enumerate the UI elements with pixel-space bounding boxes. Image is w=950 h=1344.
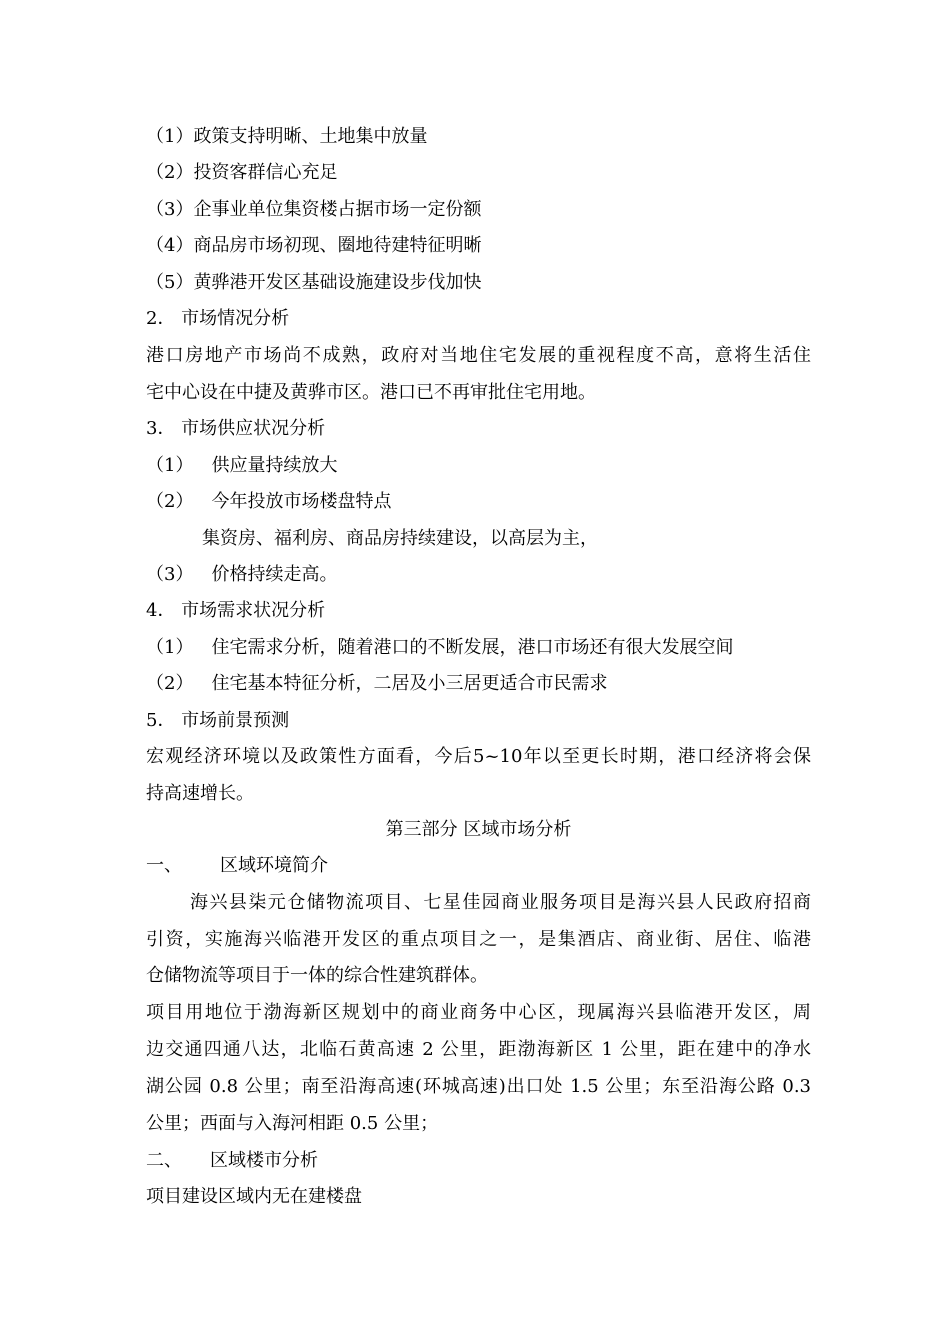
paragraph-line: 海兴县柒元仓储物流项目、七星佳园商业服务项目是海兴县人民政府招商 — [190, 892, 811, 913]
list-text: 价格持续走高。 — [211, 564, 338, 585]
list-item: （2）投资客群信心充足 — [146, 162, 338, 183]
list-item: （1）政策支持明晰、土地集中放量 — [146, 126, 428, 147]
paragraph-line: 项目建设区域内无在建楼盘 — [146, 1186, 362, 1207]
list-text: 今年投放市场楼盘特点 — [211, 491, 392, 512]
paragraph-line: 引资，实施海兴临港开发区的重点项目之一，是集酒店、商业街、居住、临港 — [146, 929, 811, 950]
list-item — [146, 672, 811, 696]
paragraph-line: 仓储物流等项目于一体的综合性建筑群体。 — [146, 965, 488, 986]
list-text: 住宅需求分析，随着港口的不断发展，港口市场还有很大发展空间 — [211, 637, 734, 658]
list-number: （1） — [146, 637, 194, 658]
list-item — [146, 490, 811, 514]
paragraph-line: 边交通四通八达，北临石黄高速 2 公里，距渤海新区 1 公里，距在建中的净水 — [146, 1039, 811, 1060]
subsection-heading — [146, 1149, 811, 1173]
paragraph-line: 港口房地产市场尚不成熟，政府对当地住宅发展的重视程度不高，意将生活住 — [146, 345, 811, 366]
list-number: （2） — [146, 491, 194, 512]
subsection-title: 区域楼市分析 — [210, 1150, 318, 1171]
list-item: （4）商品房市场初现、圈地待建特征明晰 — [146, 235, 482, 256]
subsection-heading — [146, 854, 811, 878]
paragraph-line: 湖公园 0.8 公里；南至沿海高速(环城高速)出口处 1.5 公里；东至沿海公路 0.3 — [146, 1076, 811, 1097]
section-heading: 4． 市场需求状况分析 — [146, 600, 326, 621]
list-text: 供应量持续放大 — [211, 455, 338, 476]
part-title: 第三部分 区域市场分析 — [385, 819, 572, 840]
paragraph-line: 宅中心设在中捷及黄骅市区。港口已不再审批住宅用地。 — [146, 382, 596, 403]
subsection-number: 二、 — [146, 1150, 182, 1171]
list-number: （1） — [146, 455, 194, 476]
section-heading: 3． 市场供应状况分析 — [146, 418, 326, 439]
list-detail: 集资房、福利房、商品房持续建设，以高层为主， — [202, 528, 598, 549]
list-item: （3）企事业单位集资楼占据市场一定份额 — [146, 199, 482, 220]
list-text: 住宅基本特征分析，二居及小三居更适合市民需求 — [211, 673, 608, 694]
paragraph-line: 持高速增长。 — [146, 783, 254, 804]
list-number: （2） — [146, 673, 194, 694]
section-heading: 2． 市场情况分析 — [146, 308, 290, 329]
paragraph-line: 项目用地位于渤海新区规划中的商业商务中心区，现属海兴县临港开发区，周 — [146, 1002, 811, 1023]
subsection-title: 区域环境简介 — [220, 855, 328, 876]
subsection-number: 一、 — [146, 855, 182, 876]
list-number: （3） — [146, 564, 194, 585]
list-item — [146, 454, 811, 478]
paragraph-line: 宏观经济环境以及政策性方面看，今后5~10年以至更长时期，港口经济将会保 — [146, 746, 811, 767]
list-item: （5）黄骅港开发区基础设施建设步伐加快 — [146, 272, 482, 293]
list-item — [146, 636, 811, 660]
section-heading: 5． 市场前景预测 — [146, 710, 290, 731]
paragraph-line: 公里；西面与入海河相距 0.5 公里； — [146, 1113, 439, 1134]
list-item — [146, 563, 811, 587]
